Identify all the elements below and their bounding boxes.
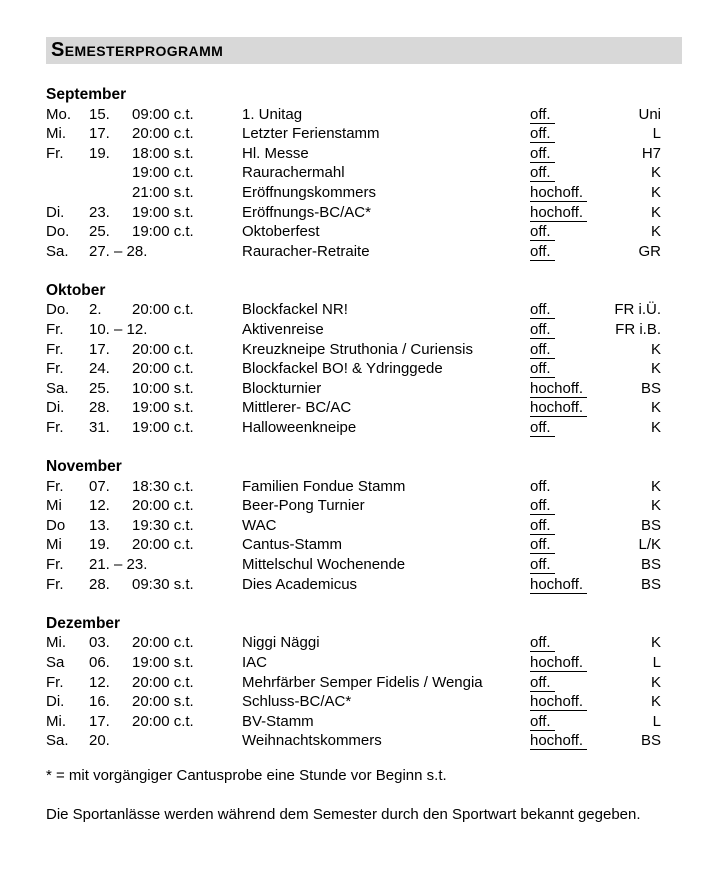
cell-location: BS <box>640 379 661 397</box>
event-row <box>46 712 661 732</box>
month-section <box>46 614 661 751</box>
month-title: September <box>46 86 127 103</box>
event-row <box>46 633 661 653</box>
cell-event: Kreuzkneipe Struthonia / Curiensis <box>242 340 473 358</box>
status-label: off. <box>530 106 555 124</box>
event-row <box>46 359 661 379</box>
cell-location: BS <box>640 556 661 574</box>
cell-date: 12. <box>89 497 110 515</box>
cell-time: 19:00 s.t. <box>132 203 194 221</box>
cell-time: 18:30 c.t. <box>132 477 194 495</box>
cell-day: Fr. <box>46 321 64 339</box>
cell-location: BS <box>640 575 661 593</box>
status-label: off. <box>530 497 555 515</box>
cell-date: 10. – 12. <box>89 321 148 339</box>
cell-status <box>530 496 610 516</box>
cell-location: FR i.B. <box>615 321 661 339</box>
cell-event: 1. Unitag <box>242 105 303 123</box>
event-row <box>46 575 661 595</box>
section-rows <box>46 633 661 751</box>
status-label: hochoff. <box>530 693 587 711</box>
cell-time: 19:00 c.t. <box>132 419 194 436</box>
cell-event: Mehrfärber Semper Fidelis / Wengia <box>242 673 483 691</box>
cell-event: Halloweenkneipe <box>242 419 357 436</box>
cell-location: GR <box>638 242 661 260</box>
status-label: off. <box>530 321 555 339</box>
cell-location: K <box>650 477 661 495</box>
event-row <box>46 340 661 360</box>
status-label: off. <box>530 243 555 261</box>
cell-time: 19:00 s.t. <box>132 399 194 417</box>
cell-time: 20:00 c.t. <box>132 673 194 691</box>
event-row <box>46 653 661 673</box>
cell-location: BS <box>640 732 661 750</box>
cell-event: Oktoberfest <box>242 223 320 241</box>
status-label: hochoff. <box>530 399 587 417</box>
cell-status <box>530 183 610 203</box>
cell-location: K <box>650 634 661 652</box>
cell-date: 17. <box>89 712 110 730</box>
cell-event: Blockturnier <box>242 379 322 397</box>
status-label: hochoff. <box>530 654 587 672</box>
cell-status <box>530 731 610 751</box>
status-label: off. <box>530 674 555 692</box>
cell-event: Weihnachtskommers <box>242 732 382 750</box>
status-label: hochoff. <box>530 732 587 750</box>
status-label: off. <box>530 536 555 554</box>
cell-location: L <box>652 653 661 671</box>
cell-event: Mittlerer- BC/AC <box>242 399 352 417</box>
cell-event: Cantus-Stamm <box>242 536 343 554</box>
status-label: off. <box>530 713 555 731</box>
status-label: off. <box>530 145 555 163</box>
cell-time: 21:00 s.t. <box>132 183 194 201</box>
cell-time: 19:30 c.t. <box>132 516 194 534</box>
cell-date: 28. <box>89 575 110 593</box>
cell-status <box>530 398 610 418</box>
cell-status <box>530 575 610 595</box>
cell-date: 17. <box>89 340 110 358</box>
cell-day: Sa <box>46 653 65 671</box>
cell-time: 20:00 s.t. <box>132 693 194 711</box>
cell-status <box>530 477 610 497</box>
event-row <box>46 163 661 183</box>
cell-event: Familien Fondue Stamm <box>242 477 406 495</box>
cell-event: IAC <box>242 653 268 671</box>
cell-status <box>530 653 610 673</box>
cell-date: 13. <box>89 516 110 534</box>
cell-location: K <box>650 223 661 241</box>
cell-day: Fr. <box>46 419 64 436</box>
cell-day: Di. <box>46 399 65 417</box>
cell-day: Fr. <box>46 575 64 593</box>
cell-date: 25. <box>89 223 110 241</box>
cell-day: Di. <box>46 203 65 221</box>
cell-day: Mi. <box>46 634 66 652</box>
cell-status <box>530 242 610 262</box>
cell-day: Do <box>46 516 66 534</box>
cell-date: 31. <box>89 419 110 436</box>
cell-date: 28. <box>89 399 110 417</box>
cell-location: K <box>650 203 661 221</box>
event-row <box>46 203 661 223</box>
cell-status <box>530 516 610 536</box>
cell-status <box>530 163 610 183</box>
cell-status <box>530 300 610 320</box>
cell-time: 20:00 c.t. <box>132 360 194 378</box>
event-row <box>46 183 661 203</box>
cell-date: 24. <box>89 360 110 378</box>
cell-day: Sa. <box>46 379 69 397</box>
cell-date: 07. <box>89 477 110 495</box>
footnote-asterisk: * = mit vorgängiger Cantusprobe eine Stunde vor Beginn s.t. <box>46 766 447 784</box>
status-label: off. <box>530 301 555 319</box>
cell-location: H7 <box>641 144 661 162</box>
month-title: Dezember <box>46 614 121 632</box>
cell-time <box>132 242 242 262</box>
cell-day: Fr. <box>46 340 64 358</box>
cell-status <box>530 633 610 653</box>
cell-date: 21. – 23. <box>89 556 148 574</box>
cell-time: 20:00 c.t. <box>132 301 194 319</box>
cell-status <box>530 340 610 360</box>
event-row <box>46 692 661 712</box>
cell-day: Mo. <box>46 105 72 123</box>
status-label: off. <box>530 419 555 437</box>
cell-time: 18:00 s.t. <box>132 144 194 162</box>
cell-location: BS <box>640 516 661 534</box>
cell-location: K <box>650 673 661 691</box>
cell-event: Mittelschul Wochenende <box>242 556 406 574</box>
cell-status <box>530 320 610 340</box>
month-section <box>46 281 661 438</box>
status-label: hochoff. <box>530 380 587 398</box>
status-label: off. <box>530 556 555 574</box>
event-row <box>46 731 661 751</box>
cell-status <box>530 712 610 732</box>
status-label: off. <box>530 341 555 359</box>
month-section <box>46 457 661 594</box>
cell-date: 2. <box>89 301 102 319</box>
status-label: hochoff. <box>530 576 587 594</box>
cell-day: Mi <box>46 497 62 515</box>
schedule <box>46 85 661 751</box>
cell-status <box>530 379 610 399</box>
cell-status <box>530 359 610 379</box>
cell-day: Fr. <box>46 673 64 691</box>
cell-event: Dies Academicus <box>242 575 358 593</box>
status-label: off. <box>530 360 555 378</box>
event-row <box>46 477 661 497</box>
cell-location: K <box>650 419 661 436</box>
event-row <box>46 496 661 516</box>
event-row <box>46 673 661 693</box>
month-title: November <box>46 458 122 476</box>
cell-location: Uni <box>638 105 661 123</box>
cell-time <box>132 731 242 751</box>
cell-event: Eröffnungs-BC/AC* <box>242 203 371 221</box>
cell-date: 19. <box>89 144 110 162</box>
cell-day: Sa. <box>46 242 69 260</box>
cell-event: Aktivenreise <box>242 321 324 339</box>
cell-status <box>530 418 610 438</box>
status-label: off. <box>530 634 555 652</box>
event-row <box>46 300 661 320</box>
cell-day <box>46 183 89 203</box>
cell-day: Fr. <box>46 360 64 378</box>
cell-event: Hl. Messe <box>242 144 309 162</box>
cell-day: Fr. <box>46 144 64 162</box>
cell-event: BV-Stamm <box>242 712 314 730</box>
status-label: off. <box>530 125 555 143</box>
event-row <box>46 555 661 575</box>
cell-time: 20:00 c.t. <box>132 340 194 358</box>
cell-event: Schluss-BC/AC* <box>242 693 352 711</box>
section-rows <box>46 477 661 595</box>
event-row <box>46 320 661 340</box>
cell-time: 19:00 c.t. <box>132 164 194 182</box>
cell-time: 20:00 c.t. <box>132 536 194 554</box>
cell-date: 06. <box>89 653 110 671</box>
event-row <box>46 379 661 399</box>
event-row <box>46 516 661 536</box>
cell-day: Di. <box>46 693 65 711</box>
cell-event: Eröffnungskommers <box>242 183 376 201</box>
status-label: off. <box>530 517 555 535</box>
cell-day: Sa. <box>46 732 69 750</box>
cell-location: K <box>650 340 661 358</box>
cell-day: Fr. <box>46 477 64 495</box>
status-label: hochoff. <box>530 184 587 202</box>
cell-status <box>530 535 610 555</box>
cell-time: 19:00 s.t. <box>132 653 194 671</box>
cell-location: L <box>652 125 661 143</box>
cell-location: K <box>650 360 661 378</box>
cell-status <box>530 203 610 223</box>
cell-time: 20:00 c.t. <box>132 712 194 730</box>
cell-time <box>132 555 242 575</box>
event-row <box>46 105 661 125</box>
cell-status <box>530 222 610 242</box>
event-row <box>46 124 661 144</box>
status-label: off. <box>530 223 555 241</box>
cell-date <box>89 183 132 203</box>
month-title: Oktober <box>46 281 106 299</box>
event-row <box>46 144 661 164</box>
month-section <box>46 85 661 261</box>
cell-date: 27. – 28. <box>89 242 148 260</box>
status-label: off. <box>530 477 551 495</box>
event-row <box>46 418 661 438</box>
cell-location: L <box>652 712 661 730</box>
cell-date: 23. <box>89 203 110 221</box>
cell-location: L/K <box>638 536 661 554</box>
cell-date: 03. <box>89 634 110 652</box>
cell-time: 10:00 s.t. <box>132 379 194 397</box>
cell-date <box>89 163 132 183</box>
cell-date: 25. <box>89 379 110 397</box>
cell-date: 15. <box>89 105 110 123</box>
cell-date: 17. <box>89 125 110 143</box>
event-row <box>46 222 661 242</box>
cell-location: K <box>650 183 661 201</box>
cell-day: Do. <box>46 223 70 241</box>
cell-status <box>530 692 610 712</box>
cell-date: 20. <box>89 732 110 750</box>
cell-day: Mi. <box>46 712 66 730</box>
cell-location: FR i.Ü. <box>614 301 661 319</box>
cell-day: Fr. <box>46 556 64 574</box>
footnotes <box>46 766 661 825</box>
cell-event: Blockfackel NR! <box>242 301 348 319</box>
cell-time: 19:00 c.t. <box>132 223 194 241</box>
cell-day: Mi. <box>46 125 66 143</box>
footnote-sport: Die Sportanlässe werden während dem Semester durch den Sportwart bekannt gegeben. <box>46 806 641 824</box>
section-rows <box>46 300 661 437</box>
title-bar <box>46 37 682 64</box>
status-label: off. <box>530 164 555 182</box>
cell-day: Mi <box>46 536 62 554</box>
cell-status <box>530 555 610 575</box>
section-rows <box>46 105 661 262</box>
cell-status <box>530 105 610 125</box>
cell-location: K <box>650 164 661 182</box>
cell-date: 19. <box>89 536 110 554</box>
cell-time: 20:00 c.t. <box>132 125 194 143</box>
cell-event: Beer-Pong Turnier <box>242 497 365 515</box>
cell-event: Raurachermahl <box>242 164 345 182</box>
cell-location: K <box>650 497 661 515</box>
cell-date: 12. <box>89 673 110 691</box>
event-row <box>46 535 661 555</box>
cell-status <box>530 124 610 144</box>
cell-time: 09:00 c.t. <box>132 105 194 123</box>
cell-time: 20:00 c.t. <box>132 497 194 515</box>
event-row <box>46 398 661 418</box>
cell-event: Letzter Ferienstamm <box>242 125 380 143</box>
cell-day: Do. <box>46 301 70 319</box>
cell-day <box>46 163 89 183</box>
cell-event: WAC <box>242 516 277 534</box>
cell-location: K <box>650 399 661 417</box>
status-label: hochoff. <box>530 204 587 222</box>
cell-status <box>530 673 610 693</box>
cell-time: 09:30 s.t. <box>132 575 194 593</box>
page-title: Semesterprogramm <box>51 38 224 61</box>
cell-event: Blockfackel BO! & Ydringgede <box>242 360 443 378</box>
cell-status <box>530 144 610 164</box>
cell-time: 20:00 c.t. <box>132 634 194 652</box>
cell-date: 16. <box>89 693 110 711</box>
cell-location: K <box>650 693 661 711</box>
event-row <box>46 242 661 262</box>
cell-time <box>132 320 242 340</box>
cell-event: Rauracher-Retraite <box>242 242 370 260</box>
cell-event: Niggi Näggi <box>242 634 320 652</box>
